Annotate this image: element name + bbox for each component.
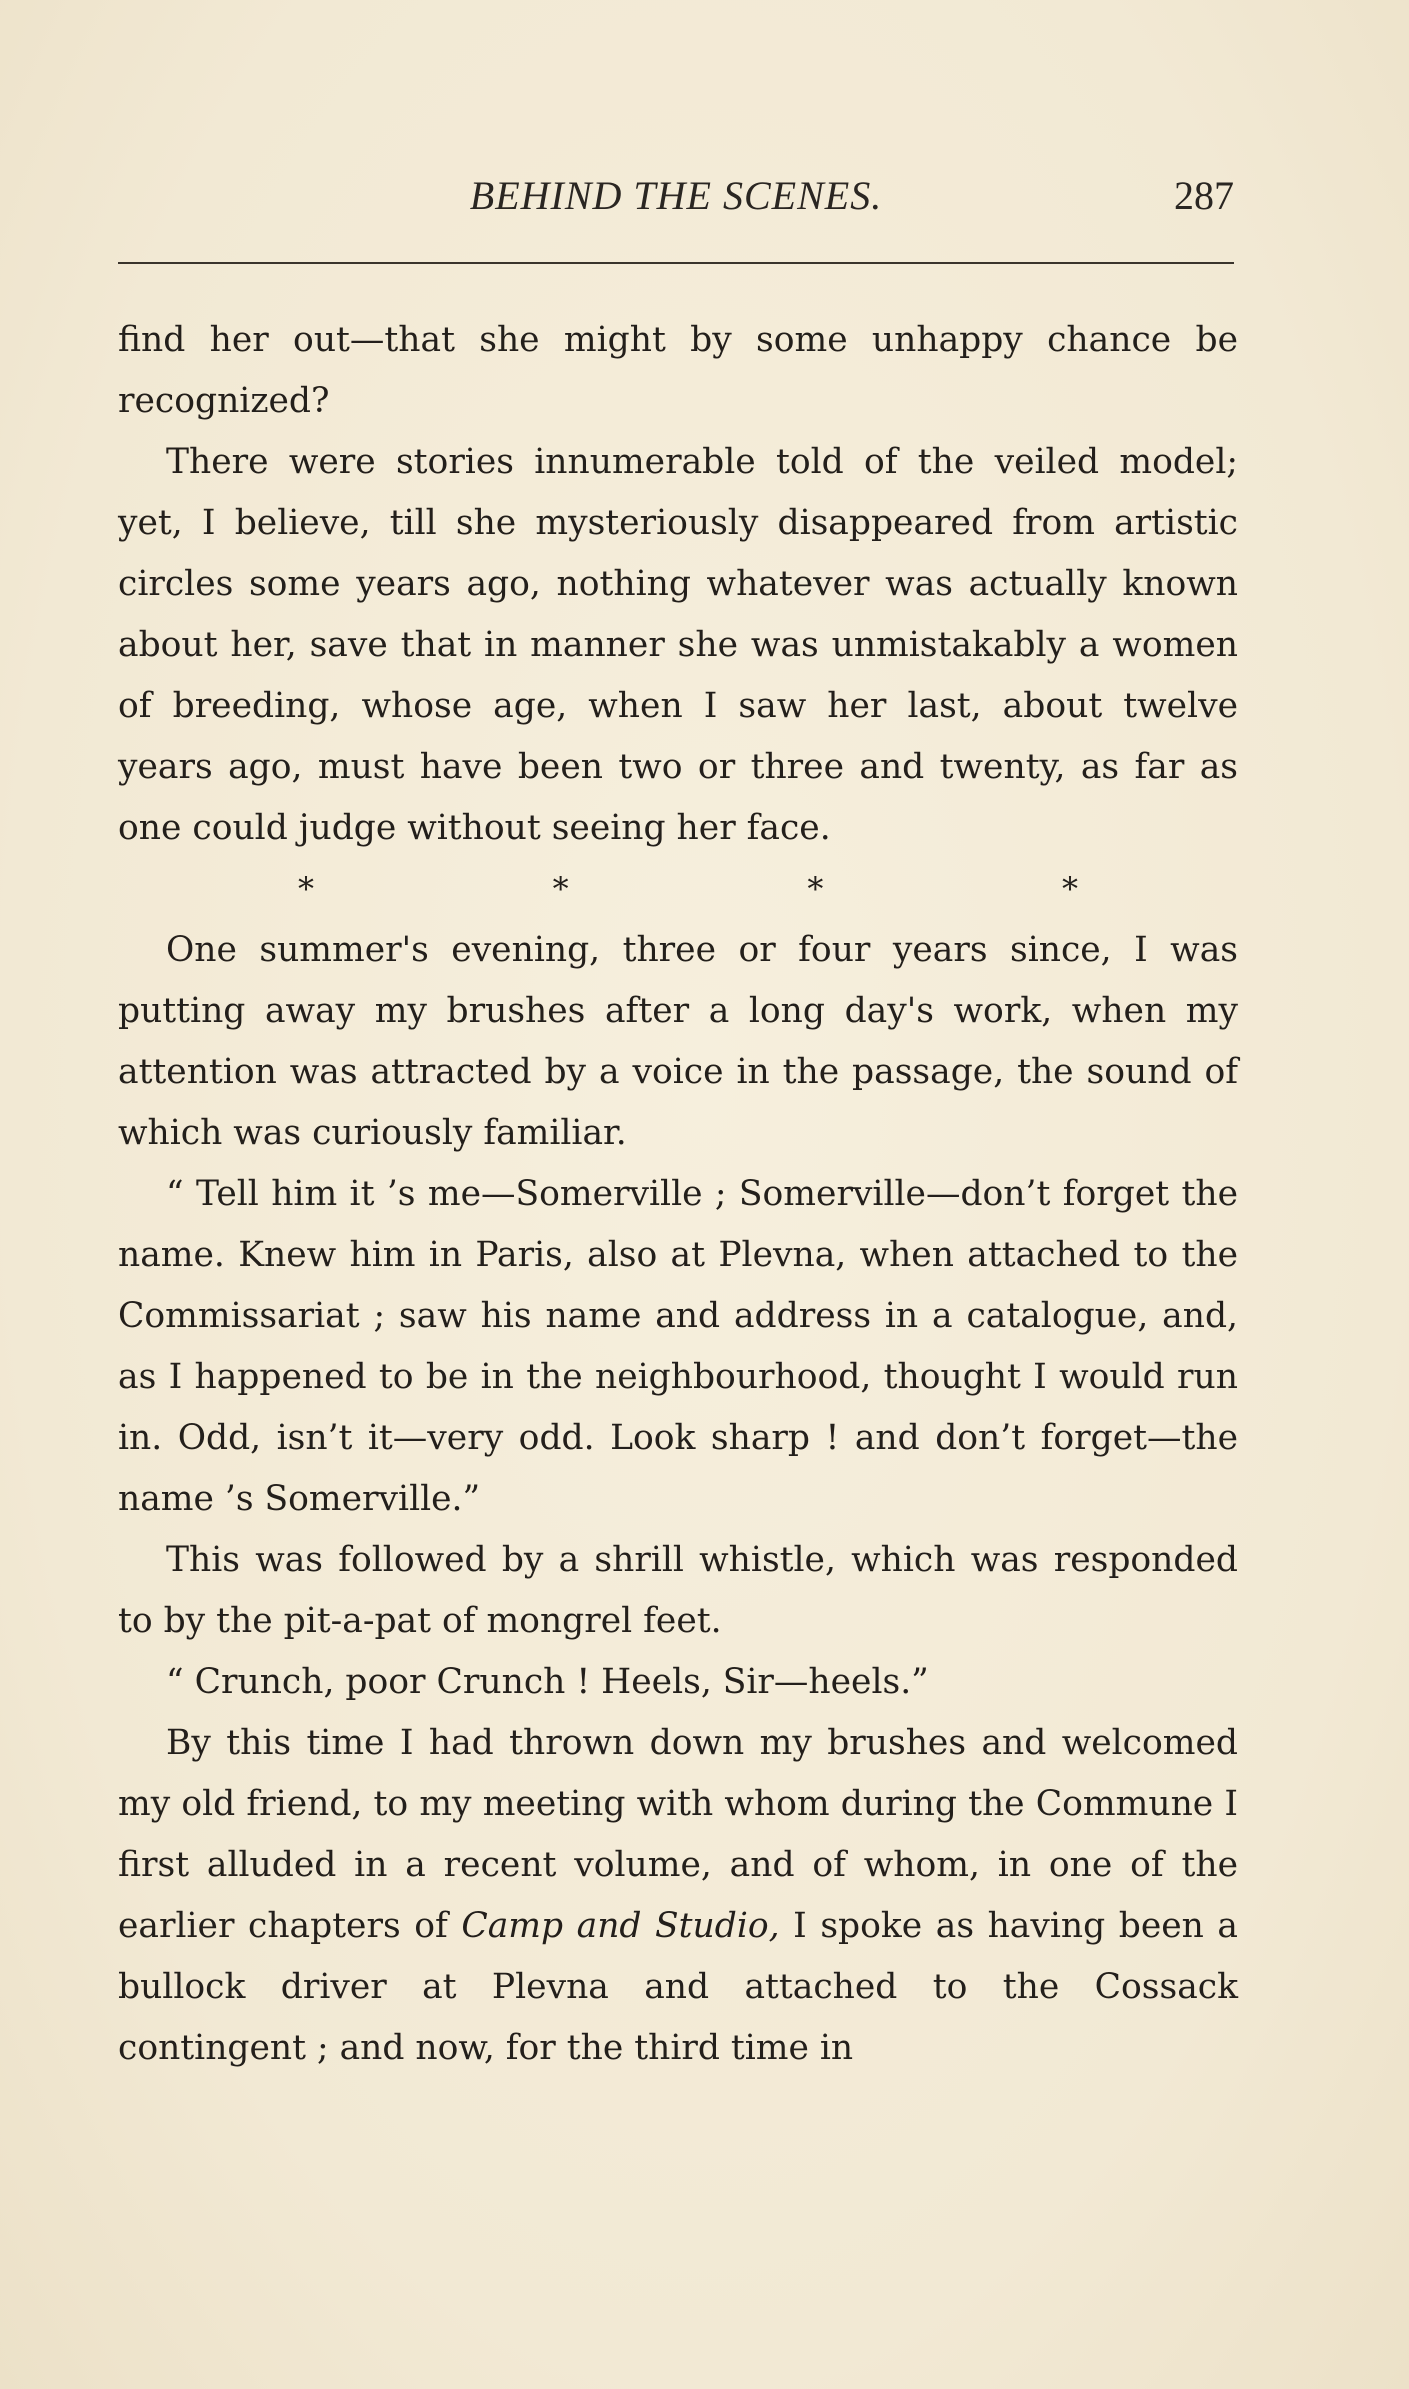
book-title: Camp and Studio, [461, 1906, 780, 1946]
body-text [118, 310, 1238, 2079]
page-number: 287 [1174, 173, 1234, 218]
asterisk: * [552, 870, 569, 908]
paragraph-text: I spoke as having been a bullock driver at Plevna and attached to the Cossack contingent ; and now, for the third time in [118, 1906, 1238, 2068]
header-rule [118, 262, 1234, 264]
paragraph: There were stories innumerable told of the veiled model; yet, I believe, till she mysteriously disappeared from artistic circles some years ago, nothing whatever was actually known about her, save that in manner she was unmistakably a women of breeding, whose age, when I saw her last, about twelve years ago, must have been two or three and twenty, as far as one could judge without seeing her face. [118, 442, 1238, 848]
paragraph [118, 1713, 1238, 2079]
paragraph: find her out—that she might by some unhappy chance be recognized? [118, 320, 1238, 421]
asterisk: * [298, 870, 314, 908]
asterisk: * [1061, 870, 1078, 908]
paragraph-text: By this time I had thrown down my brushes and welcomed my old friend, to my meeting with whom during the Commune I first alluded in a recent volume, and of whom, in one of the earlier chapters of [118, 1723, 1238, 1946]
paragraph: “ Crunch, poor Crunch ! Heels, Sir—heels.” [166, 1662, 929, 1702]
section-break [118, 859, 1238, 920]
asterisk: * [807, 870, 824, 908]
running-head [118, 172, 1234, 232]
paragraph: This was followed by a shrill whistle, which was responded to by the pit-a-pat of mongrel feet. [118, 1540, 1238, 1641]
paragraph: “ Tell him it ’s me—Somerville ; Somerville—don’t forget the name. Knew him in Paris, also at Plevna, when attached to the Commissariat ; saw his name and address in a catalogue, and, as I happened to be in the neighbourhood, thought I would run in. Odd, isn’t it—very odd. Look sharp ! and don’t forget—the name ’s Somerville.” [118, 1174, 1238, 1519]
paragraph: One summer's evening, three or four years since, I was putting away my brushes after a long day's work, when my attention was attracted by a voice in the passage, the sound of which was curiously familiar. [118, 930, 1238, 1153]
running-title: BEHIND THE SCENES. [469, 173, 883, 218]
